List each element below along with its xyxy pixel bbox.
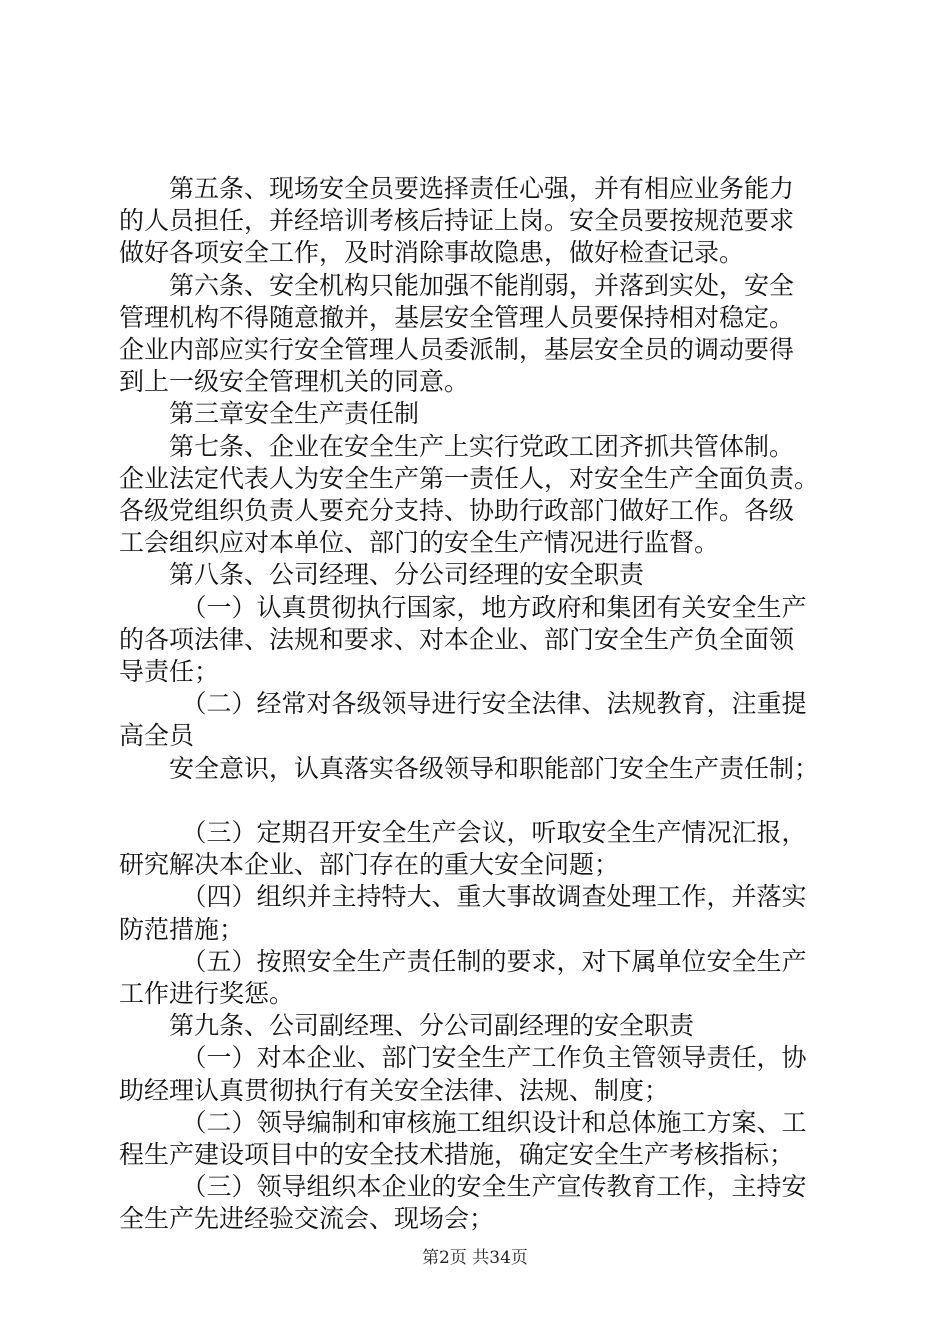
paragraph-line: 做好各项安全工作，及时消除事故隐患，做好检查记录。 [119,238,745,268]
paragraph-line: （三）领导组织本企业的安全生产宣传教育工作，主持安 [181,1172,807,1202]
page-footer: 第2页 共34页 [422,1248,528,1268]
paragraph-line: （二）领导编制和审核施工组织设计和总体施工方案、工 [181,1107,807,1137]
paragraph-line: （一）对本企业、部门安全生产工作负主管领导责任，协 [181,1043,807,1073]
paragraph-line: 各级党组织负责人要充分支持、协助行政部门做好工作。各级 [119,496,795,526]
paragraph-line: （五）按照安全生产责任制的要求，对下属单位安全生产 [181,946,807,976]
section-heading: 第九条、公司副经理、分公司副经理的安全职责 [169,1011,695,1041]
paragraph-line: （三）定期召开安全生产会议，听取安全生产情况汇报， [181,818,807,848]
paragraph-line: 第五条、现场安全员要选择责任心强，并有相应业务能力 [169,174,795,203]
paragraph-line: 助经理认真贯彻执行有关安全法律、法规、制度； [119,1075,670,1105]
paragraph-line: （四）组织并主持特大、重大事故调查处理工作，并落实 [181,882,807,912]
paragraph-line: 的人员担任，并经培训考核后持证上岗。安全员要按规范要求 [119,206,795,236]
paragraph-line: 工作进行奖惩。 [119,979,295,1009]
paragraph-line: 的各项法律、法规和要求、对本企业、部门安全生产负全面领 [119,624,795,654]
paragraph-line: 程生产建设项目中的安全技术措施，确定安全生产考核指标； [119,1140,795,1170]
document-body [119,173,831,1236]
paragraph-line: 工会组织应对本单位、部门的安全生产情况进行监督。 [119,528,720,558]
paragraph-line: 企业内部应实行安全管理人员委派制，基层安全员的调动要得 [119,335,795,365]
blank-line [119,785,831,817]
paragraph-line: 安全意识，认真落实各级领导和职能部门安全生产责任制； [169,753,820,783]
paragraph-line: 第六条、安全机构只能加强不能削弱，并落到实处，安全 [169,270,795,300]
paragraph-line: 管理机构不得随意撤并，基层安全管理人员要保持相对稳定。 [119,302,795,332]
paragraph-line: 全生产先进经验交流会、现场会； [119,1204,495,1234]
section-heading: 第八条、公司经理、分公司经理的安全职责 [169,560,645,590]
paragraph-line: 第七条、企业在安全生产上实行党政工团齐抓共管体制。 [169,431,795,461]
paragraph-line: （一）认真贯彻执行国家，地方政府和集团有关安全生产 [181,592,807,622]
chapter-heading: 第三章安全生产责任制 [169,399,420,429]
paragraph-line: 导责任； [119,657,220,687]
paragraph-line: 防范措施； [119,914,245,944]
paragraph-line: 企业法定代表人为安全生产第一责任人，对安全生产全面负责。 [119,463,820,493]
paragraph-line: 高全员 [119,721,195,751]
paragraph-line: （二）经常对各级领导进行安全法律、法规教育，注重提 [181,689,807,719]
paragraph-line: 研究解决本企业、部门存在的重大安全问题； [119,850,620,880]
paragraph-line: 到上一级安全管理机关的同意。 [119,367,470,397]
